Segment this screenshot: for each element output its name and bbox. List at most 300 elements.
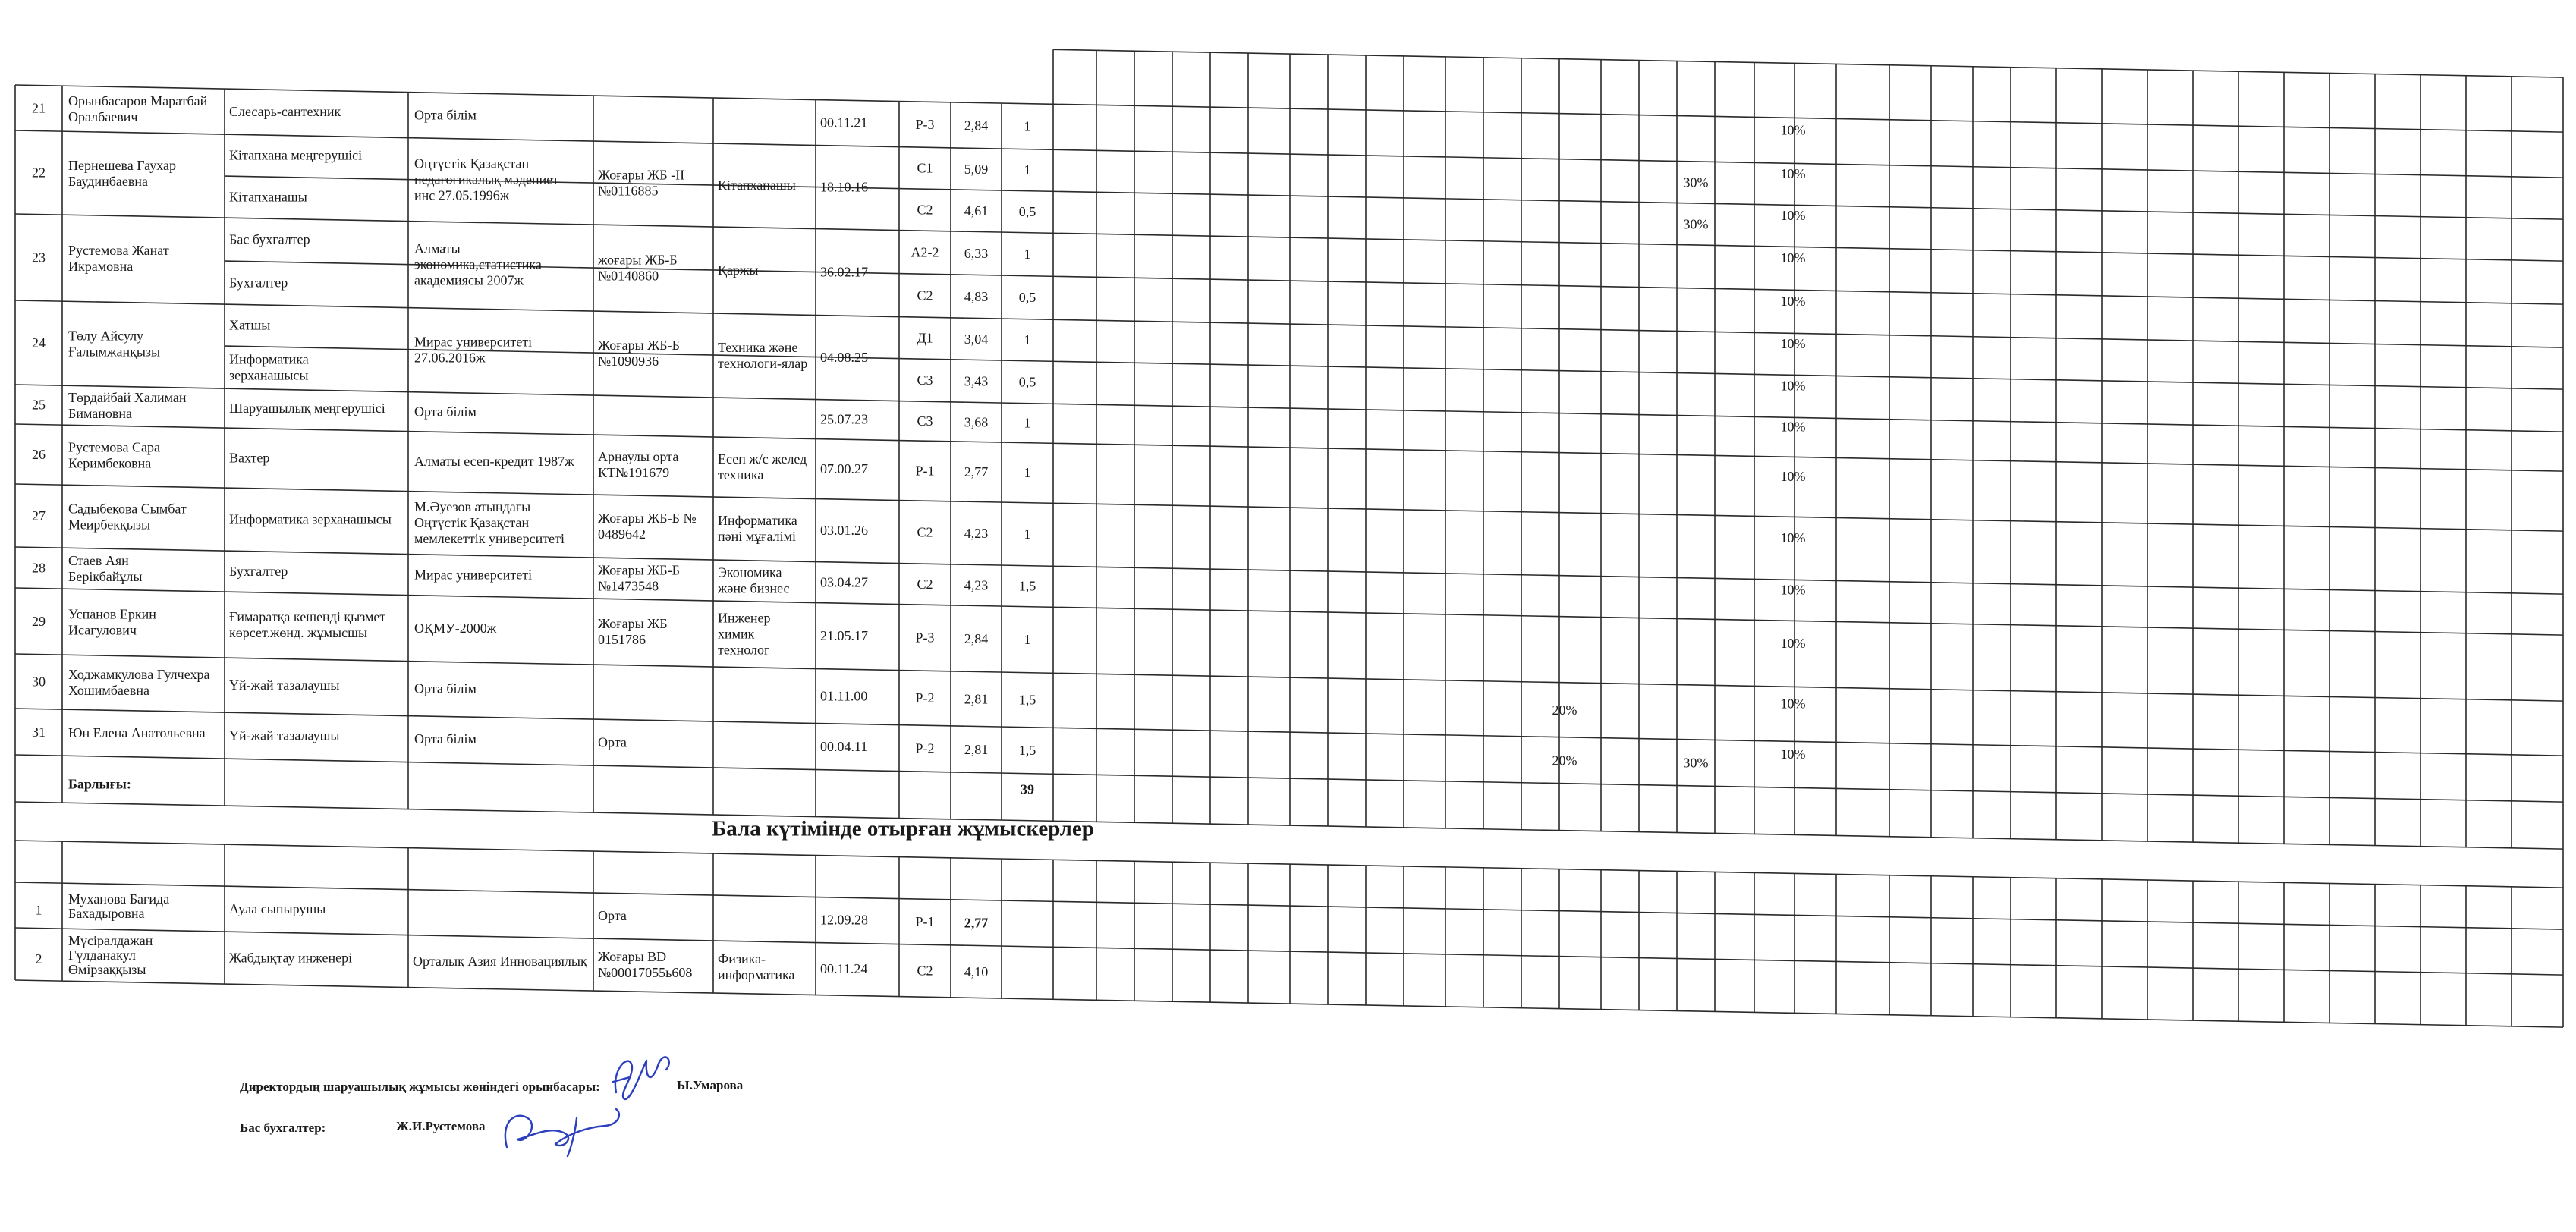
category (917, 161, 933, 176)
total-label (68, 776, 131, 791)
rate-line: 1 (1024, 465, 1031, 481)
rate-line: 1 (1024, 247, 1031, 262)
employee-name-line: Төрдайбай Халиман (68, 389, 187, 405)
allowance-10 (1781, 696, 1806, 711)
hire-date-line: 07.00.27 (820, 461, 868, 477)
position (229, 190, 307, 205)
row-number-line: 21 (32, 100, 46, 116)
row-number-line: 28 (32, 560, 46, 576)
diploma-line: Жоғары ЖБ-Б (598, 562, 680, 578)
coefficient (964, 577, 989, 592)
diploma-line: Орта (598, 734, 627, 750)
education (414, 156, 558, 203)
row-number-line: 27 (32, 508, 46, 524)
allowance-30 (1684, 174, 1709, 190)
coefficient (964, 246, 989, 261)
leave-employee-name-line: Өмірзаққызы (68, 961, 146, 977)
education-line: Орта білім (414, 404, 477, 420)
education-line: Орта білім (414, 680, 477, 696)
category (915, 690, 934, 706)
position-line: Бухгалтер (229, 564, 288, 580)
education (414, 404, 477, 420)
hire-date-line: 04.08.25 (820, 350, 868, 366)
leave-diploma-line: №00017055ь608 (598, 965, 693, 981)
allowance-10-line: 10% (1780, 468, 1806, 484)
coefficient (964, 464, 989, 479)
grid-hline (15, 709, 2563, 759)
category-line: С2 (917, 288, 933, 303)
position (229, 148, 362, 163)
employee-name-line: Рустемова Жанат (68, 242, 169, 258)
employee-name-line: Стаев Аян (68, 552, 129, 568)
category (915, 464, 934, 479)
hire-date (820, 461, 868, 476)
hire-date-line: 01.11.00 (820, 688, 868, 704)
specialty (718, 611, 770, 658)
rate (1019, 290, 1036, 305)
leave-position-line: Жабдықтау инженері (229, 950, 353, 966)
coefficient (964, 373, 989, 388)
leave-category-line: С2 (917, 963, 933, 979)
employee-name (68, 725, 206, 740)
allowance-10 (1781, 582, 1806, 597)
allowance-20 (1552, 753, 1577, 768)
deputy-signature-icon (613, 1057, 669, 1099)
employee-name-line: Исагулович (68, 622, 137, 638)
specialty-line: технологи-ялар (718, 356, 808, 372)
leave-coefficient-line: 4,10 (964, 963, 989, 979)
category (917, 372, 933, 388)
allowance-10-line: 10% (1780, 335, 1806, 351)
grid-header-line (1053, 49, 2563, 77)
coefficient-line: 2,84 (964, 118, 989, 134)
education-line: ОҚМУ-2000ж (414, 621, 497, 636)
employee-name (68, 606, 156, 637)
employee-name-line: Керимбековна (68, 455, 152, 471)
leave-specialty-line: информатика (718, 967, 795, 983)
row-number-line: 26 (32, 447, 46, 463)
position-line: Ғимаратқа кешенді қызмет (229, 609, 386, 625)
diploma-line: жоғары ЖБ-Б (598, 252, 678, 268)
education (414, 335, 532, 366)
leave-date (820, 961, 867, 976)
coefficient (964, 631, 989, 646)
row-number (32, 614, 46, 629)
allowance-20-line: 20% (1552, 702, 1577, 718)
leave-diploma-line: Жоғары ВD (598, 949, 667, 965)
coefficient-line: 2,81 (964, 691, 989, 707)
diploma (598, 511, 697, 542)
diploma-line: №1090936 (598, 354, 659, 369)
allowance-10-line: 10% (1780, 122, 1806, 138)
category (915, 117, 934, 132)
allowance-10 (1781, 166, 1806, 181)
allowance-20 (1552, 702, 1577, 718)
specialty-line: Қаржы (718, 262, 759, 278)
allowance-10-line: 10% (1780, 250, 1806, 266)
rate (1019, 375, 1036, 390)
diploma-line: Жоғары ЖБ-Б (598, 338, 680, 354)
specialty (718, 513, 797, 544)
allowance-10 (1781, 636, 1806, 651)
grid-hline (15, 882, 2563, 929)
grid-hline (15, 928, 2563, 975)
hire-date (820, 180, 868, 195)
position-line: Шаруашылық меңгерушісі (229, 401, 385, 416)
allowance-10-line: 10% (1780, 419, 1806, 435)
leave-specialty-line: Физика- (718, 951, 766, 967)
rate (1019, 743, 1036, 758)
coefficient-line: 3,43 (964, 373, 989, 389)
section-header-leave (712, 817, 1094, 841)
rate-line: 1,5 (1018, 692, 1036, 708)
employee-name-line: Ходжамкулова Гулчехра (68, 666, 210, 682)
section-title: Бала күтімінде отырған жұмыскерлер (712, 816, 1094, 841)
grid-hline (15, 484, 2563, 531)
diploma-line: КТ№191679 (598, 465, 670, 481)
diploma-line: Жоғары ЖБ-Б № (598, 511, 697, 526)
grid-hline (15, 654, 2563, 701)
specialty-line: технолог (718, 642, 770, 658)
diploma-line: Арнаулы орта (598, 449, 679, 465)
leave-employee-name-line: Муханова Бағида (68, 891, 170, 907)
hire-date (820, 265, 868, 280)
leave-date (820, 913, 868, 928)
position (229, 512, 392, 527)
diploma (598, 616, 668, 647)
position (229, 451, 269, 466)
specialty-line: Информатика (718, 513, 797, 529)
grid-subrow-line (225, 176, 2563, 219)
allowance-30 (1684, 216, 1709, 231)
employee-name-line: Юн Елена Анатольевна (68, 724, 206, 740)
leave-employee-name-line: Мүсіралдажан (68, 932, 153, 948)
row-number-line: 29 (32, 614, 46, 630)
leave-diploma (598, 908, 627, 923)
grid-hline (15, 214, 2563, 261)
specialty (718, 178, 796, 193)
grid-hline (15, 424, 2563, 471)
position-line: Үй-жай тазалаушы (229, 677, 340, 693)
rate-line: 1 (1024, 118, 1031, 134)
coefficient-line: 4,23 (964, 525, 989, 541)
leave-category (915, 914, 934, 929)
leave-position (229, 951, 352, 966)
position (229, 104, 341, 119)
diploma-line: Жоғары ЖБ (598, 616, 668, 632)
row-number-line: 22 (32, 165, 46, 181)
leave-coefficient (964, 964, 989, 979)
leave-row-number-line: 2 (35, 951, 42, 967)
hire-date (820, 115, 867, 130)
grid-hline (15, 755, 2563, 802)
row-number (32, 250, 46, 266)
hire-date-line: 36.02.17 (820, 264, 868, 280)
employee-name (68, 501, 187, 532)
education-line: М.Әуезов атындағы (414, 499, 531, 515)
rate-line: 0,5 (1018, 374, 1036, 390)
rate (1019, 579, 1036, 594)
allowance-10 (1781, 122, 1806, 137)
coefficient (964, 118, 989, 133)
specialty (718, 340, 807, 371)
hire-date (820, 628, 868, 643)
position-line: зерханашысы (229, 367, 309, 383)
category (917, 577, 933, 592)
allowance-10 (1781, 294, 1806, 309)
position (229, 401, 385, 416)
leave-employee-name-line: Гүлданакул (68, 947, 136, 963)
category (911, 245, 939, 260)
education (414, 454, 574, 469)
row-number (32, 335, 46, 350)
diploma (598, 563, 680, 594)
specialty-line: химик (718, 626, 755, 642)
leave-coefficient (964, 915, 989, 930)
position (229, 275, 288, 291)
leave-position-line: Аула сыпырушы (229, 901, 326, 917)
category-line: Р-3 (915, 630, 935, 646)
grid-hline (15, 130, 2563, 178)
education-line: Мирас университеті (414, 567, 533, 583)
coefficient-line: 2,77 (964, 464, 989, 479)
allowance-30-line: 30% (1683, 216, 1709, 232)
allowance-10 (1781, 336, 1806, 351)
category (915, 630, 934, 646)
education (414, 108, 477, 123)
row-number (32, 508, 46, 523)
rate (1024, 119, 1031, 134)
allowance-20-line: 20% (1552, 753, 1577, 768)
deputy-name: Ы.Умарова (677, 1078, 744, 1092)
allowance-10 (1781, 378, 1806, 393)
employee-name-line: Орынбасаров Маратбай (68, 93, 208, 108)
employee-name-line: Оралбаевич (68, 108, 138, 124)
allowance-30 (1684, 755, 1709, 770)
position-line: Хатшы (229, 317, 271, 333)
education-line: Оңтүстік Қазақстан (414, 515, 530, 531)
hire-date-line: 18.10.16 (820, 179, 868, 195)
rate-line: 1 (1024, 632, 1031, 648)
grid-hline (15, 385, 2563, 435)
coefficient (964, 289, 989, 304)
coefficient (964, 203, 989, 218)
position-line: Слесарь-сантехник (229, 104, 341, 120)
row-number (32, 674, 46, 690)
specialty-line: Экономика (718, 564, 782, 580)
coefficient-line: 3,04 (964, 331, 989, 347)
employee-name-line: Баудинбаевна (68, 173, 148, 189)
category (917, 288, 933, 303)
position-line: Бас бухгалтер (229, 231, 310, 247)
education (414, 567, 532, 583)
diploma (598, 338, 680, 369)
category-line: С2 (917, 577, 933, 592)
total-value-line: 39 (1021, 781, 1034, 797)
coefficient-line: 2,84 (964, 630, 989, 646)
hire-date-line: 03.01.26 (820, 523, 868, 539)
row-number (32, 101, 46, 116)
grid-hline (1053, 104, 2563, 132)
category-line: А2-2 (911, 244, 939, 260)
specialty-line: Инженер (718, 610, 771, 626)
position-line: Кітапханашы (229, 189, 307, 205)
rate-line: 0,5 (1018, 290, 1036, 306)
allowance-10-line: 10% (1780, 378, 1806, 394)
position (229, 564, 288, 579)
specialty-line: пәні мұғалімі (718, 529, 797, 545)
diploma-line: №0116885 (598, 183, 659, 199)
hire-date (820, 575, 868, 590)
specialty-line: техника (718, 467, 764, 483)
education-line: Алматы (414, 240, 461, 256)
employee-name-line: Бимановна (68, 405, 132, 421)
employee-name (68, 328, 160, 359)
education (414, 499, 565, 546)
category (917, 525, 933, 540)
position-line: Кітапхана меңгерушісі (229, 147, 363, 163)
position (229, 677, 340, 693)
grid-hline (15, 547, 2563, 594)
total-value (1021, 782, 1034, 797)
education (414, 621, 497, 636)
education-line: Алматы есеп-кредит 1987ж (414, 454, 574, 470)
category-line: Р-3 (915, 117, 935, 133)
leave-employee-name (68, 891, 169, 921)
allowance-10 (1781, 250, 1806, 266)
specialty (718, 451, 807, 482)
employee-name-line: Берікбайұлы (68, 568, 143, 584)
rate (1024, 526, 1031, 542)
hire-date (820, 412, 868, 427)
rate-line: 1 (1024, 415, 1031, 431)
rate (1024, 465, 1031, 480)
employee-name (68, 667, 209, 698)
leave-date-line: 00.11.24 (820, 961, 868, 977)
rate (1024, 247, 1031, 262)
grid-hline (15, 300, 2563, 347)
leave-diploma (598, 949, 692, 980)
coefficient-line: 5,09 (964, 161, 989, 177)
coefficient-line: 2,81 (964, 741, 989, 757)
row-number (32, 398, 46, 413)
position-line: Вахтер (229, 450, 270, 466)
leave-row-number (36, 951, 42, 966)
row-number-line: 30 (32, 674, 46, 690)
category-line: Р-2 (915, 690, 935, 706)
education-line: Мирас университеті (414, 334, 533, 350)
diploma (597, 253, 678, 284)
leave-date-line: 12.09.28 (820, 912, 868, 928)
coefficient-line: 4,83 (964, 288, 989, 304)
allowance-10 (1781, 469, 1806, 484)
coefficient (964, 414, 989, 429)
education-line: экономика,статистика (414, 256, 542, 272)
position-line: көрсет.жөнд. жұмысшы (229, 625, 368, 641)
allowance-10-line: 10% (1780, 207, 1806, 223)
position (229, 232, 310, 247)
leave-category (917, 963, 933, 979)
leave-category-line: Р-1 (915, 914, 935, 930)
employee-name-line: Төлу Айсулу (68, 328, 144, 344)
hire-date-line: 00.11.21 (820, 115, 868, 130)
hire-date-line: 00.04.11 (820, 739, 868, 755)
table-cells (32, 93, 1806, 982)
coefficient (964, 742, 989, 757)
education-line: Орта білім (414, 107, 477, 123)
allowance-10 (1781, 746, 1806, 762)
rate (1019, 204, 1036, 219)
allowance-30-line: 30% (1683, 174, 1709, 190)
position-line: Үй-жай тазалаушы (229, 728, 340, 743)
category (917, 203, 933, 218)
hire-date (820, 350, 868, 365)
diploma-line: №0140860 (598, 268, 659, 284)
allowance-10-line: 10% (1780, 582, 1806, 598)
education-line: Орта білім (414, 731, 477, 747)
rate (1024, 416, 1031, 431)
allowance-10-line: 10% (1780, 293, 1806, 309)
grid-subrow-line (225, 346, 2563, 389)
employee-name (68, 158, 176, 189)
specialty-line: Кітапханашы (718, 178, 796, 193)
education (414, 681, 477, 696)
diploma-line: №1473548 (598, 578, 659, 594)
employee-name (68, 390, 187, 421)
grid-subrow-line (225, 261, 2563, 304)
row-number-line: 24 (32, 335, 46, 351)
employee-name-line: Хошимбаевна (68, 682, 150, 698)
hire-date-line: 25.07.23 (820, 411, 868, 427)
hire-date (820, 689, 867, 704)
diploma-line: 0151786 (598, 632, 646, 648)
coefficient-line: 3,68 (964, 414, 989, 430)
row-number (32, 447, 46, 462)
education (414, 731, 477, 746)
leave-employee-name-line: Бахадыровна (68, 905, 145, 921)
leave-education (413, 954, 587, 969)
allowance-10 (1781, 208, 1806, 223)
category (917, 413, 933, 429)
diploma-line: Жоғары ЖБ -II (598, 167, 685, 183)
category-line: С3 (917, 372, 933, 388)
row-number (32, 724, 46, 740)
allowance-30-line: 30% (1683, 755, 1709, 771)
education-line: педагогикалық мәдениет (414, 171, 559, 187)
position (229, 352, 309, 383)
grid-hline (15, 980, 2563, 1027)
specialty-line: және бизнес (718, 580, 790, 596)
position-line: Бухгалтер (229, 275, 288, 291)
accountant-name: Ж.И.Рустемова (396, 1119, 486, 1133)
education-line: мемлекеттік университеті (414, 531, 565, 547)
diploma (598, 735, 627, 750)
diploma (598, 168, 684, 199)
coefficient (964, 691, 989, 706)
category-line: Р-2 (915, 740, 935, 756)
hire-date (820, 739, 867, 754)
leave-specialty (718, 951, 794, 982)
employee-name-line: Садыбекова Сымбат (68, 501, 187, 517)
allowance-10-line: 10% (1780, 635, 1806, 651)
education-line: Оңтүстік Қазақстан (414, 156, 530, 171)
specialty-line: Техника және (718, 340, 798, 356)
leave-row-number (36, 903, 42, 918)
category-line: С2 (917, 202, 933, 218)
rate-line: 1 (1024, 526, 1031, 542)
specialty (717, 565, 790, 596)
rate (1024, 332, 1031, 347)
